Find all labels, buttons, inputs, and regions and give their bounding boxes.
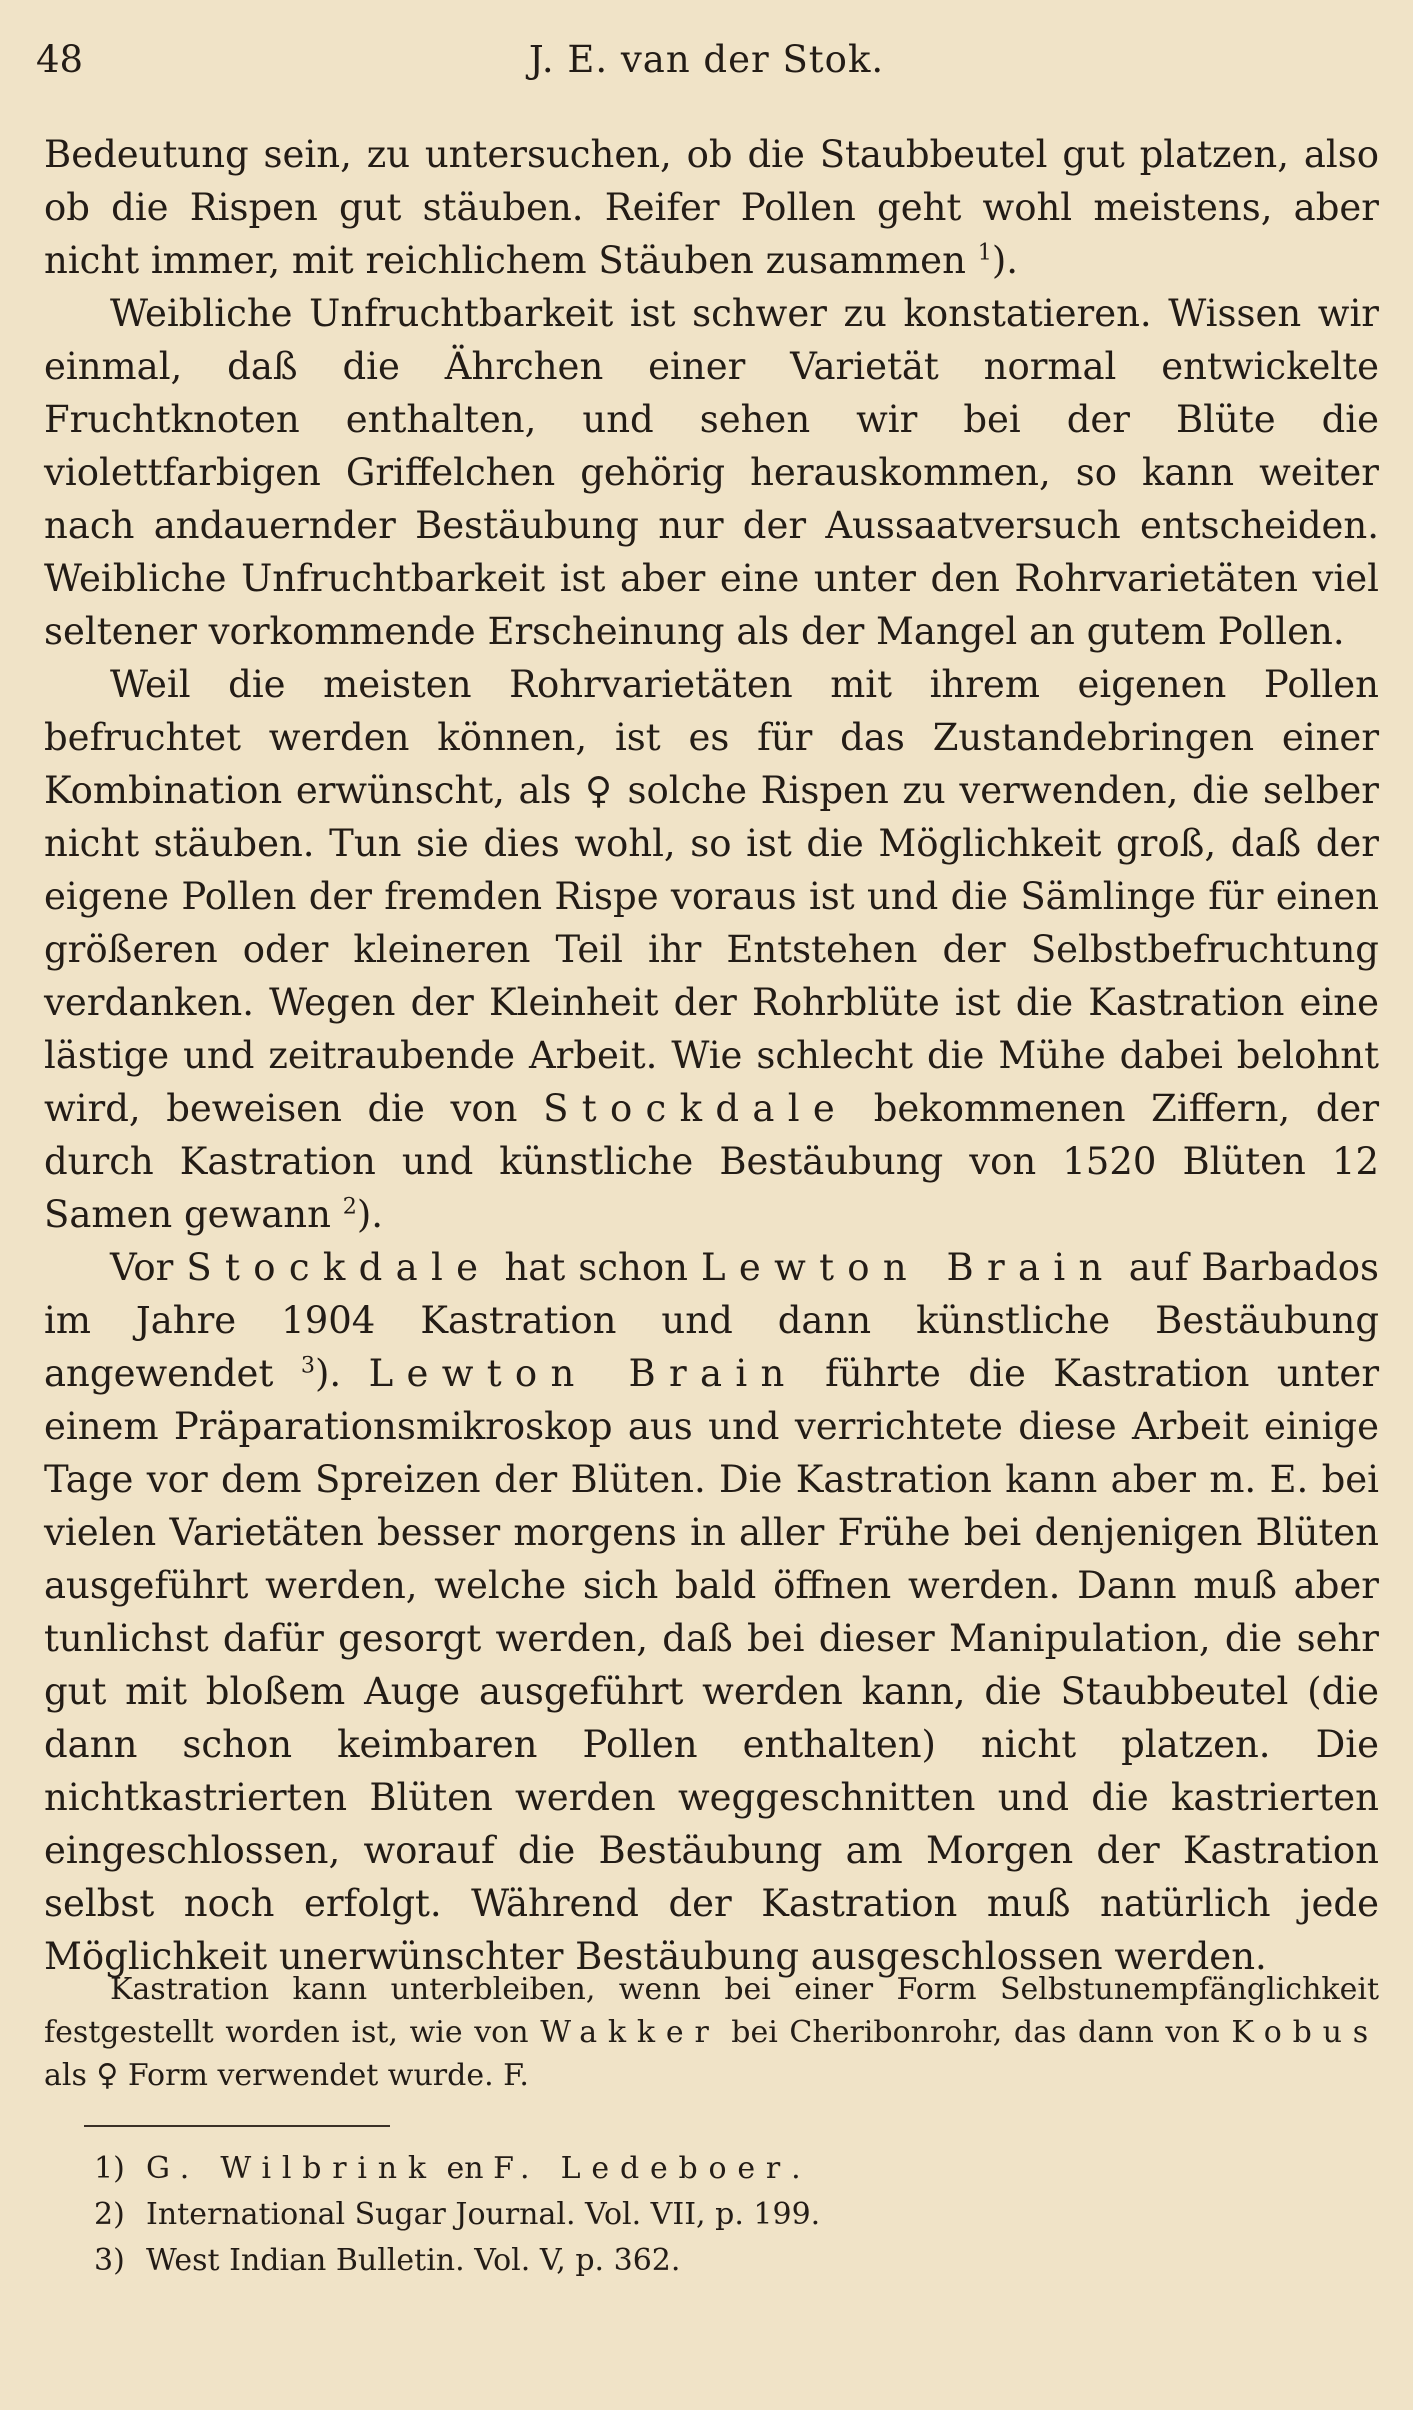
footnote-divider xyxy=(84,2125,390,2127)
paragraph-3-end: ). xyxy=(356,1193,384,1236)
footnote-ref-1: 1 xyxy=(977,239,992,266)
footnote-mark: 2) xyxy=(94,2197,125,2232)
note-text-1: Kastration kann unterbleiben, wenn bei einer Form Selbstunempfänglichkeit festgestellt worden ist, wie von xyxy=(44,1972,1379,2050)
footnote-end: . xyxy=(791,2151,801,2186)
author-name-wakker: Wakker xyxy=(540,2015,720,2050)
paragraph-4 xyxy=(44,1241,1379,1983)
note-text-2: bei Cheribonrohr, das dann von xyxy=(731,2015,1220,2050)
running-title: J. E. van der Stok. xyxy=(528,38,885,81)
footnote-mark: 3) xyxy=(94,2243,125,2278)
paragraph-1-text: Bedeutung sein, zu untersuchen, ob die Staubbeutel gut platzen, also ob die Rispen gut stäuben. Reifer Pollen geht wohl meistens, aber nicht immer, mit reichlichem Stäuben zusammen xyxy=(44,133,1379,282)
page-header xyxy=(36,30,1377,90)
footnote-2 xyxy=(94,2192,1294,2238)
note-text-3: als ♀ Form verwendet wurde. xyxy=(44,2058,494,2093)
footnotes xyxy=(94,2146,1294,2284)
paragraph-3-text-b: bekommenen Ziffern, der durch Kastration und künstliche Bestäubung von 1520 Blüten 12 Samen gewann xyxy=(44,1087,1380,1236)
footnote-mark: 1) xyxy=(94,2151,125,2186)
footnote-text: West Indian Bulletin. Vol. V, p. 362. xyxy=(146,2243,681,2278)
paragraph-4-text-5: führte die Kastration unter einem Präparationsmikroskop aus und verrichtete diese Arbeit einige Tage vor dem Spreizen der Blüten. Die Kastration kann aber m. E. bei vielen Varietäten besser morgens in aller Frühe bei denjenigen Blüten ausgeführt werden, welche sich bald öffnen werden. Dann muß aber tunlichst dafür gesorgt werden, daß bei dieser Manipulation, die sehr gut mit bloßem Auge ausgeführt werden kann, die Staubbeutel (die dann schon keimbaren Pollen enthalten) nicht platzen. Die nichtkastrierten Blüten werden weggeschnitten und die kastrierten eingeschlossen, worauf die Bestäubung am Morgen der Kastration selbst noch erfolgt. Während der Kastration muß natürlich jede Möglichkeit unerwünschter Bestäubung ausgeschlossen werden. xyxy=(44,1352,1380,1978)
paragraph-1 xyxy=(44,128,1379,287)
paragraph-4-text-4: ). xyxy=(314,1352,342,1395)
author-name-lewton-brain: Lewton Brain xyxy=(368,1352,798,1395)
paragraph-2-text: Weibliche Unfruchtbarkeit ist schwer zu konstatieren. Wissen wir einmal, daß die Ährchen einer Varietät normal entwickelte Fruchtknoten enthalten, und sehen wir bei der Blüte die violettfarbigen Griffelchen gehörig herauskommen, so kann weiter nach andauernder Bestäubung nur der Aussaatversuch entscheiden. Weibliche Unfruchtbarkeit ist aber eine unter den Rohrvarietäten viel seltener vorkommende Erscheinung als der Mangel an gutem Pollen. xyxy=(44,292,1379,653)
paragraph-4-text-2: hat schon xyxy=(504,1246,688,1289)
paragraph-3-text-a: Weil die meisten Rohrvarietäten mit ihrem eigenen Pollen befruchtet werden können, ist es für das Zustandebringen einer Kombination erwünscht, als ♀ solche Rispen zu verwenden, die selber nicht stäuben. Tun sie dies wohl, so ist die Möglichkeit groß, daß der eigene Pollen der fremden Rispe voraus ist und die Sämlinge für einen größeren oder kleineren Teil ihr Entstehen der Selbstbefruchtung verdanken. Wegen der Kleinheit der Rohrblüte ist die Kastration eine lästige und zeitraubende Arbeit. Wie schlecht die Mühe dabei belohnt wird, beweisen die von xyxy=(44,663,1379,1130)
author-name-lewton-brain: Lewton Brain xyxy=(701,1246,1116,1289)
paragraph-2 xyxy=(44,287,1379,658)
note-paragraph xyxy=(44,1968,1379,2097)
paragraph-3 xyxy=(44,658,1379,1241)
body-text xyxy=(44,128,1379,1983)
page-number: 48 xyxy=(36,38,84,81)
author-name-stockdale: Stockdale xyxy=(186,1246,492,1289)
paragraph-4-text-1: Vor xyxy=(110,1246,174,1289)
note-signature: F. xyxy=(503,2058,529,2093)
footnote-author-wilbrink: G. Wilbrink xyxy=(146,2151,437,2186)
footnote-1 xyxy=(94,2146,1294,2192)
small-print-note xyxy=(44,1968,1379,2097)
footnote-joiner: en xyxy=(436,2151,494,2186)
footnote-text: International Sugar Journal. Vol. VII, p. 199. xyxy=(146,2197,821,2232)
footnote-ref-2: 2 xyxy=(342,1193,357,1220)
author-name-stockdale: Stockdale xyxy=(543,1087,849,1130)
author-name-kobus: Kobus xyxy=(1231,2015,1379,2050)
footnote-author-ledeboer: F. Ledeboer xyxy=(493,2151,792,2186)
footnote-ref-3: 3 xyxy=(300,1352,315,1379)
footnote-3 xyxy=(94,2238,1294,2284)
paragraph-1-end: ). xyxy=(991,239,1019,282)
paragraph-4-text-3: auf Barbados im Jahre 1904 Kastration und dann künstliche Bestäubung angewendet xyxy=(44,1246,1380,1395)
